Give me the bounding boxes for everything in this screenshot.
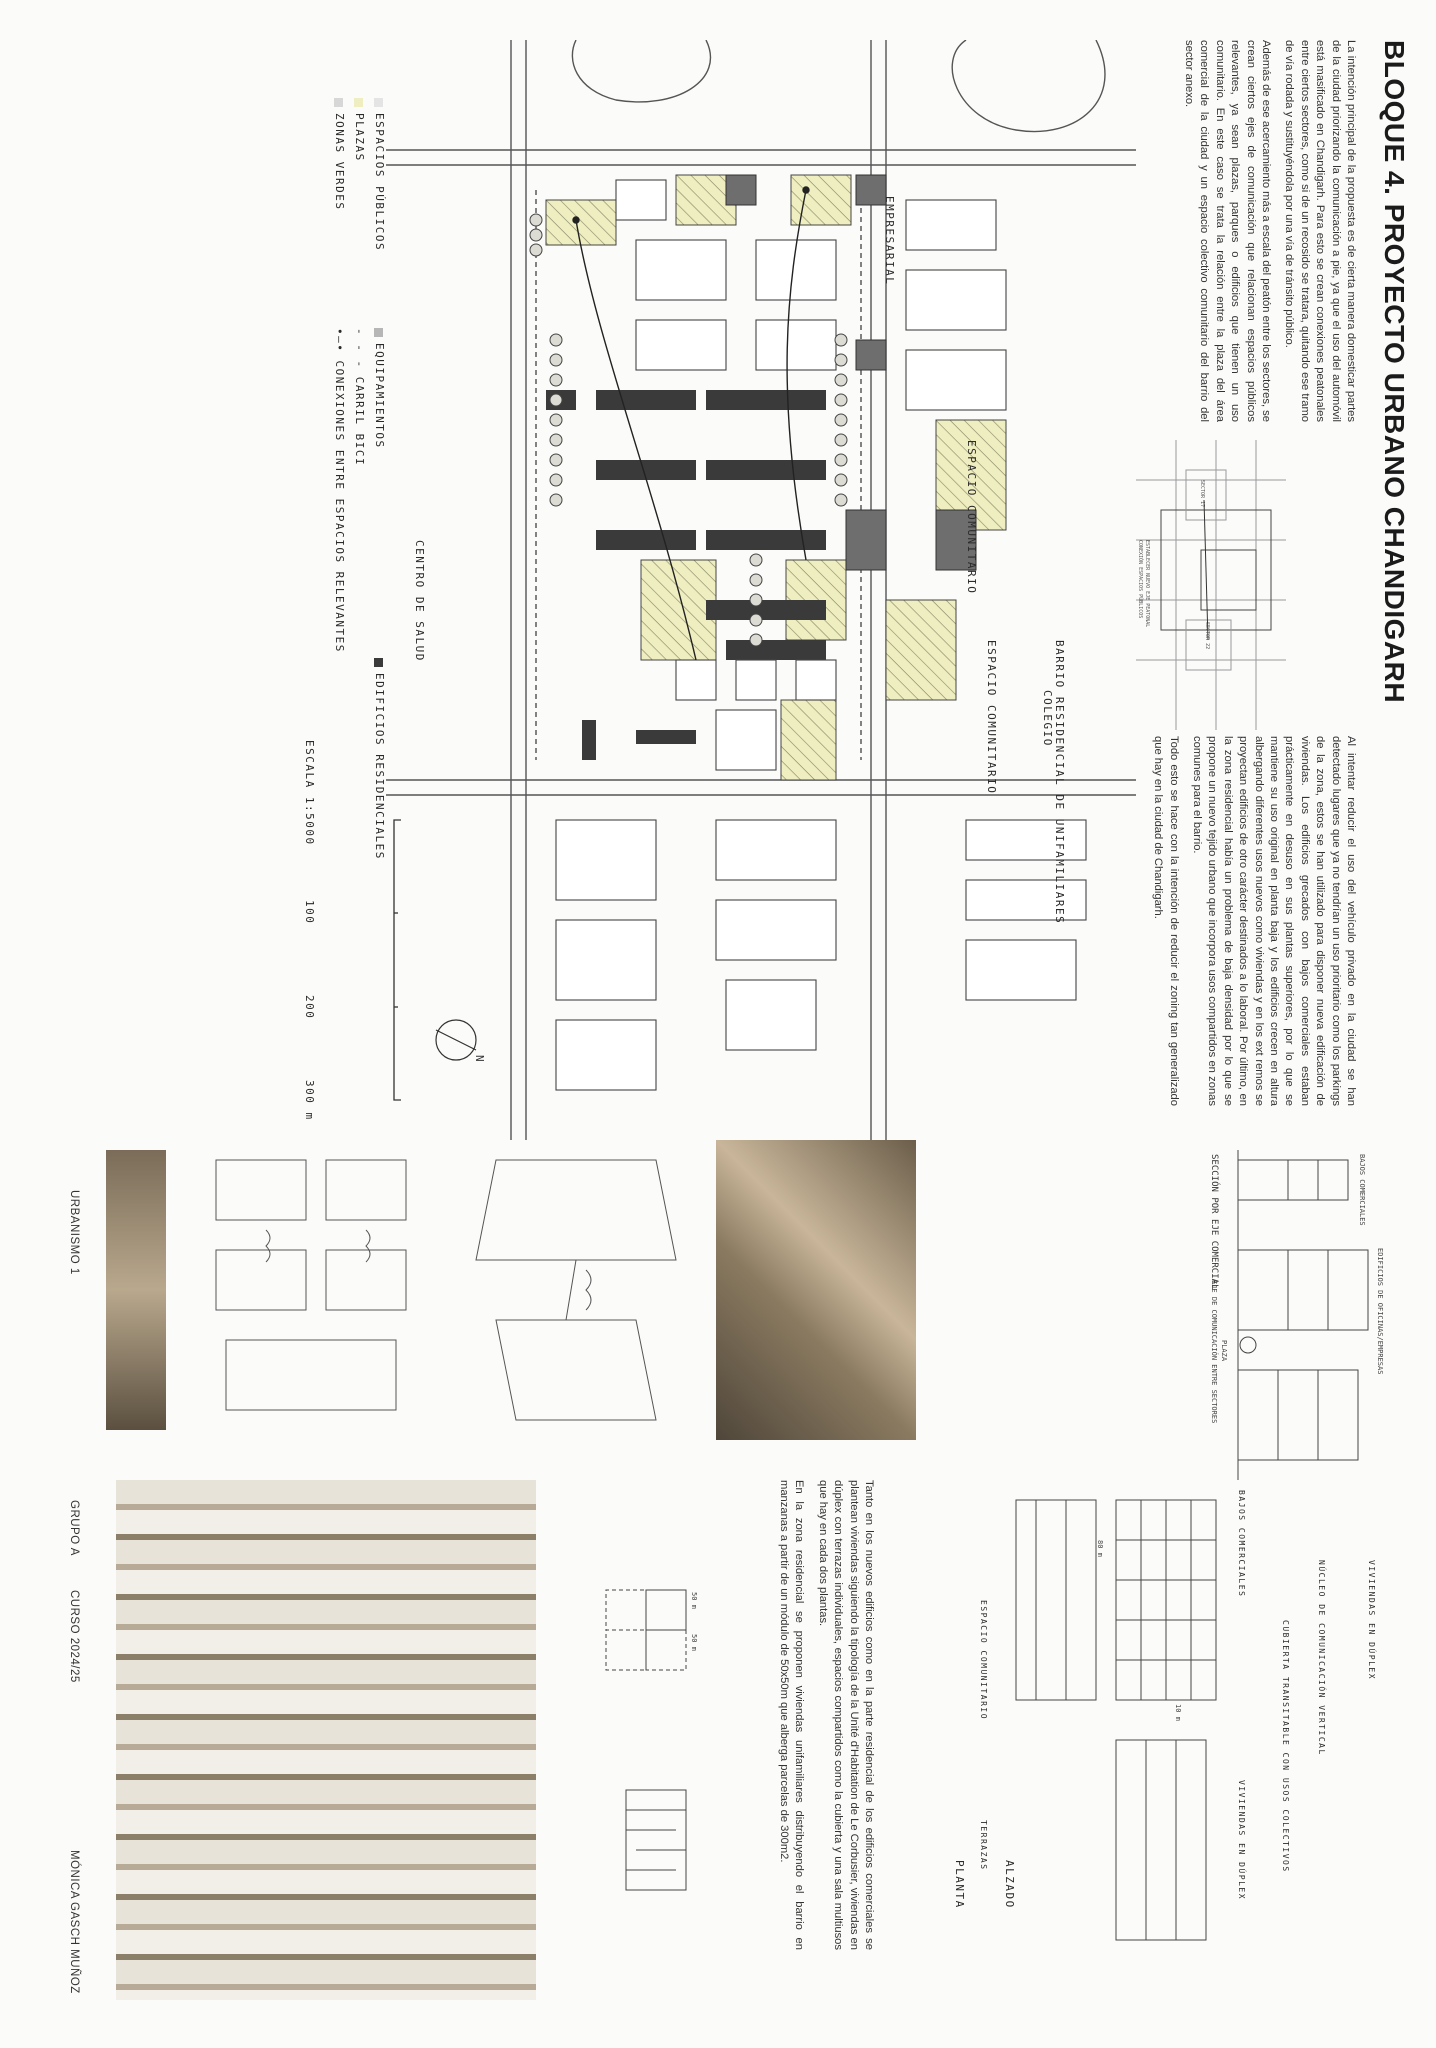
dim-50b: 50 m (690, 1634, 698, 1651)
legend-label-edificios: EDIFICIOS RESIDENCIALES (373, 673, 386, 860)
right-paragraph-1: Al intentar reducir el uso del vehículo privado en la ciudad se han detectado lugares que ya no tendrían un uso prioritario como los parkings de la zona, estos se han utilizado para disponer nueva edificación de viviendas. Los edificios grecados con bajos comerciales estaban prácticamente en desuso en sus plantas superiores, por lo que se mantiene su uso original en planta baja y los edificios crecen en altura albergando diferentes usos nuevos como viviendas y en los ext remos se proyectan edificios de otro carácter destinados a lo laboral. Por último, en la zona residencial había un problema de baja densidad por lo que se propone un nuevo tejido urbano que incorpora usos compartidos en zonas comunes para el barrio. (1190, 736, 1357, 1106)
label-colegio: COLEGIO (1041, 690, 1054, 747)
section-drawing (1108, 1140, 1408, 1490)
label-espacio-comunitario-plan: ESPACIO COMUNITARIO (979, 1600, 988, 1721)
legend-zonas-verdes (333, 98, 346, 210)
section-plaza: PLAZA (1220, 1340, 1228, 1362)
legend-espacios-publicos (373, 98, 386, 251)
page-title: BLOQUE 4. PROYECTO URBANO CHANDIGARH (1379, 40, 1410, 704)
footer-course: URBANISMO 1 (68, 1190, 80, 1275)
key-map-sector-a: SECTOR 17 (1199, 480, 1205, 508)
section-bajos-comerciales: BAJOS COMERCIALES (1358, 1154, 1366, 1226)
legend-carril-bici: - - - CARRIL BICI (353, 328, 366, 467)
label-alzado: ALZADO (1003, 1860, 1016, 1909)
label-centro-salud: CENTRO DE SALUD (413, 540, 426, 662)
model-photo-1 (716, 1140, 916, 1440)
label-terrazas: TERRAZAS (979, 1820, 988, 1871)
legend-swatch-green (335, 98, 344, 107)
model-photo-2 (106, 1150, 166, 1430)
key-map-note-1: ESTABLECER NUEVO EJE PEATONAL (1144, 540, 1150, 628)
scale-200: 200 (303, 995, 316, 1020)
label-planta: PLANTA (953, 1860, 966, 1909)
legend-label-conexiones: CONEXIONES ENTRE ESPACIOS RELEVANTES (333, 360, 346, 653)
masterplan-drawing (386, 40, 1136, 1140)
dim-50a: 50 m (690, 1592, 698, 1609)
label-espacio-comunitario-2: ESPACIO COMUNITARIO (985, 640, 998, 795)
legend-conexiones: •—• CONEXIONES ENTRE ESPACIOS RELEVANTES (333, 328, 346, 653)
dim-80: 80 m (1096, 1540, 1104, 1557)
scale-300: 300 m (303, 1080, 316, 1121)
bottom-text (768, 1480, 876, 1950)
legend-swatch-residential (375, 658, 384, 667)
plan-legend (236, 98, 386, 860)
section-title: SECCIÓN POR EJE COMERCIAL (1209, 1154, 1219, 1290)
right-text (1142, 736, 1358, 1106)
intro-paragraph-2: Además de ese acercamiento más a escala del peatón entre los sectores, se crean ciertos ejes de comunicación que relacionan espacios públicos relevantes, ya sean plazas, parques o edificios que tienen un uso comunitario. En este caso se trata la relación entre la plaza del área comercial de la ciudad y un espacio colectivo comunitario del barrio del sector anexo. (1182, 40, 1272, 422)
label-empresarial: EMPRESARIAL (883, 196, 896, 286)
intro-text (1173, 40, 1358, 422)
right-paragraph-2: Todo esto se hace con la intención de reducir el zoning tan generalizado que hay en la ciudad de Chandigarh. (1152, 736, 1180, 1106)
label-nucleo: NÚCLEO DE COMUNICACIÓN VERTICAL (1317, 1560, 1326, 1756)
legend-equipamientos (373, 328, 386, 449)
bottom-paragraph-1: Tanto en los nuevos edificios como en la parte residencial de los edificios comerciales se plantean viviendas siguiendo la tipología de la Unité d'Habitation de Le Corbusier, viviendas en dúplex con terrazas individuales, espacios compartidos como la cubierta y una sala multiusos que hay en cada dos plantas. (816, 1480, 875, 1950)
legend-label-carril-bici: CARRIL BICI (353, 376, 366, 467)
label-bajos-comerciales-2: BAJOS COMERCIALES (1237, 1490, 1246, 1598)
label-cubierta: CUBIERTA TRANSITABLE CON USOS COLECTIVOS (1281, 1620, 1290, 1873)
footer-group: GRUPO A (68, 1500, 80, 1556)
intro-paragraph-1: La intención principal de la propuesta es de cierta manera domesticar partes de la ciudad priorizando la comunicación a pie, ya que el uso del automóvil está masificado en Chandigarh. Para esto se crean conexiones peatonales entre ciertos sectores, como si de un recosido se tratara, quitando ese tramo de vía rodada y sustituyéndola por una vía de tránsito público. (1283, 40, 1357, 422)
label-espacio-comunitario-1: ESPACIO COMUNITARIO (965, 440, 978, 595)
label-viviendas-2: VIVIENDAS EN DÚPLEX (1237, 1780, 1246, 1901)
label-viviendas-duplex: VIVIENDAS EN DÚPLEX (1367, 1560, 1376, 1681)
legend-plazas (353, 98, 366, 162)
key-map-diagram (1136, 440, 1286, 730)
legend-swatch-plazas (355, 98, 364, 107)
footer-year: CURSO 2024/25 (68, 1590, 80, 1683)
scale-100: 100 (303, 900, 316, 925)
label-barrio-residencial: BARRIO RESIDENCIAL DE UNIFAMILIARES (1053, 640, 1066, 925)
elevation-plan-drawing (996, 1480, 1236, 2000)
legend-label-espacios-publicos: ESPACIOS PÚBLICOS (373, 113, 386, 252)
north-label: N (473, 1055, 486, 1062)
legend-swatch-public (375, 98, 384, 107)
dim-10: 10 m (1174, 1704, 1182, 1721)
legend-label-zonas-verdes: ZONAS VERDES (333, 113, 346, 211)
scale-text: ESCALA 1:5000 (303, 740, 316, 846)
section-eje-comunicacion: EJE DE COMUNICACIÓN ENTRE SECTORES (1210, 1280, 1218, 1424)
section-edificios-oficinas: EDIFICIOS DE OFICINAS/EMPRESAS (1376, 1248, 1384, 1375)
legend-swatch-equip (375, 328, 384, 337)
legend-label-plazas: PLAZAS (353, 113, 366, 162)
bottom-paragraph-2: En la zona residencial se proponen viviendas unifamiliares distribuyendo el barrio en manzanas a partir de un módulo de 50x50m que alberga parcelas de 300m2. (777, 1480, 806, 1950)
footer-author: MÓNICA GASCH MUÑOZ (68, 1850, 80, 1994)
module-diagram (566, 1570, 706, 1950)
perspective-sketch-2 (186, 1140, 436, 1440)
model-photo-3 (116, 1480, 536, 2000)
key-map-note-2: CONEXIÓN ESPACIOS PÚBLICOS (1137, 540, 1143, 619)
key-map-sector-b: SECTOR 22 (1204, 622, 1210, 650)
legend-edificios (373, 658, 386, 860)
legend-label-equipamientos: EQUIPAMIENTOS (373, 343, 386, 449)
perspective-sketch-1 (456, 1140, 696, 1440)
